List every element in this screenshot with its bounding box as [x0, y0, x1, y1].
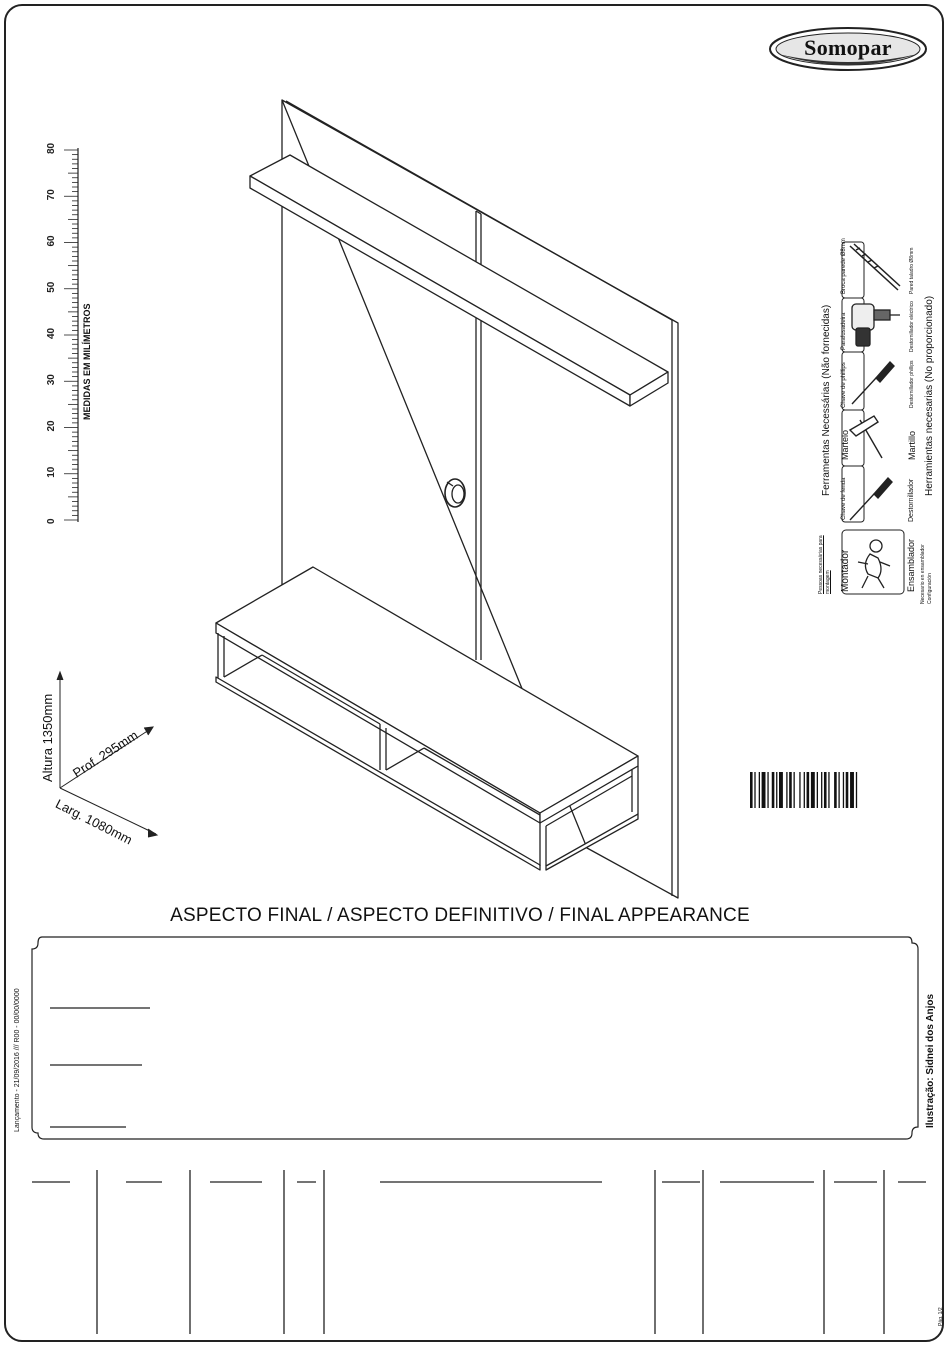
brand-name: Somopar: [804, 35, 892, 60]
barcode-bar: [762, 772, 766, 808]
tool-label-pt-1: Martelo: [840, 429, 850, 460]
barcode-bar: [807, 772, 810, 808]
ensamblador-label: Ensamblador: [906, 538, 916, 592]
ruler-tick-label: 0: [46, 518, 57, 524]
tool-label-es-0: Destornillador: [908, 478, 915, 522]
barcode-bar: [754, 772, 755, 808]
flat-screwdriver-icon: [846, 468, 902, 524]
drill-icon: [844, 298, 902, 352]
tool-label-es-4: Pared taladro Ø8mm: [909, 247, 915, 294]
ruler-tick-label: 50: [46, 281, 57, 293]
ruler-tick-label: 70: [46, 189, 57, 201]
parts-table-grid: [0, 1168, 950, 1338]
ruler-tick-label: 30: [46, 374, 57, 386]
tool-label-es-3: Destornillador eléctrico: [909, 301, 915, 352]
montador-label: Montador: [840, 549, 851, 592]
barcode-bar: [772, 772, 775, 808]
barcode-bar: [850, 772, 854, 808]
depth-dimension: Prof. 295mm: [70, 727, 141, 781]
barcode-bar: [789, 772, 792, 808]
ensamblador-note: Necesario en ensamblador Configuración: [920, 544, 933, 604]
barcode-bar: [838, 772, 839, 808]
drill-bit-icon: [842, 240, 906, 296]
barcode-bar: [794, 772, 795, 808]
width-dimension: Larg. 1080mm: [53, 796, 135, 848]
barcode-bar: [811, 772, 815, 808]
barcode-bar: [821, 772, 822, 808]
illustration-credit: Ilustração: Sidnei dos Anjos: [925, 993, 936, 1128]
tool-label-pt-0: Chave de fenda: [841, 477, 847, 520]
tool-label-es-1: Martillo: [907, 430, 917, 460]
ruler-tick-label: 40: [46, 327, 57, 339]
final-appearance-title: ASPECTO FINAL / ASPECTO DEFINITIVO / FINAL APPEARANCE: [170, 905, 750, 926]
barcode-bar: [834, 772, 837, 808]
barcode-bar: [846, 772, 849, 808]
barcode-bar: [843, 772, 844, 808]
barcode-bar: [804, 772, 805, 808]
barcode-bar: [856, 772, 857, 808]
barcode-bar: [817, 772, 818, 808]
barcode-bar: [767, 772, 768, 808]
barcode-bar: [786, 772, 787, 808]
tool-label-pt-3: Parafusadeira: [841, 312, 847, 350]
barcode-bar: [799, 772, 800, 808]
people-label: Pessoas necessárias para montagem: [818, 535, 831, 594]
hammer-icon: [846, 412, 902, 468]
barcode-bar: [759, 772, 760, 808]
barcode-bar: [824, 772, 827, 808]
tool-label-pt-4: Broca parede Ø8mm: [841, 238, 847, 294]
tool-label-es-2: Destornillador phillips: [909, 360, 915, 408]
release-info: Lançamento - 21/09/2016 /// R00 - 00/00/0000: [14, 988, 21, 1132]
page-number: Pág. 1/2: [938, 1307, 944, 1326]
barcode: [750, 772, 892, 808]
notes-box: [26, 935, 924, 1141]
height-dimension: Altura 1350mm: [40, 693, 55, 782]
ruler-tick-label: 20: [46, 420, 57, 432]
barcode-bar: [776, 772, 777, 808]
barcode-bar: [828, 772, 829, 808]
barcode-bar: [779, 772, 783, 808]
tool-label-pt-2: Chave de phillips: [841, 362, 847, 408]
barcode-bar: [750, 772, 753, 808]
ruler-tick-label: 10: [46, 466, 57, 478]
ruler-label: MEDIDAS EM MILÍMETROS: [82, 303, 92, 420]
tools-title-pt: Ferramentas Necessárias (Não fornecidas): [821, 304, 832, 496]
tools-title-es: Herramientas necesarias (No proporcionado): [924, 295, 935, 496]
ruler-tick-label: 80: [46, 142, 57, 154]
ruler-tick-label: 60: [46, 235, 57, 247]
phillips-screwdriver-icon: [846, 354, 902, 410]
montador-figure-icon: [848, 532, 898, 592]
